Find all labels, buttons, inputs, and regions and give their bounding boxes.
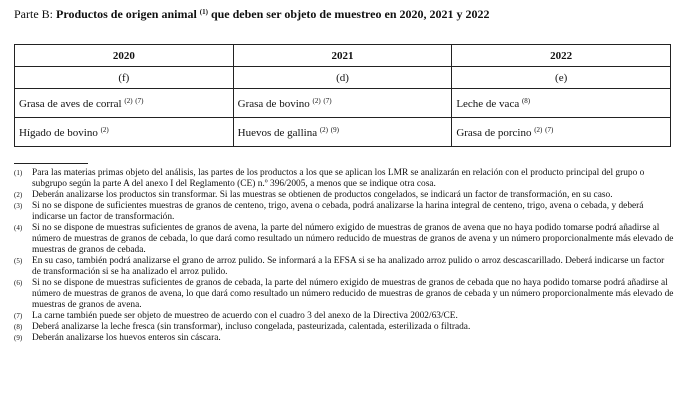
footnote-number: (5) (14, 257, 23, 265)
footnote-item (14, 168, 674, 190)
title-prefix: Parte B: (14, 7, 56, 21)
footnote-number: (7) (14, 312, 23, 320)
footnote-text: Si no se dispone de muestras suficientes de granos de cebada, la parte del número exigido de muestras de granos de cebada que no haya podido tomarse podrá añadirse al número de muestras de granos de avena, lo que dará como resultado un número reducido de muestras de granos de cebada y un número proporcionalmente más elevado de muestras de granos de avena. (32, 278, 674, 310)
footnote-divider (14, 163, 88, 164)
letter-row (15, 67, 671, 89)
footnote-text: Si no se dispone de muestras suficientes de granos de avena, la parte del número exigido de muestras de granos de avena que no haya podido tomarse podrá añadirse al número de muestras de granos de cebada, lo que dará como resultado un número reducido de muestras de granos de avena y un número proporcionalmente más elevado de muestras de granos de cebada. (32, 223, 674, 255)
table-row (15, 118, 671, 147)
table-cell: Leche de vaca $^{(8)}$ (452, 89, 671, 118)
table-cell: Grasa de aves de corral $^{(2)}$ $^{(7)}$ (15, 89, 234, 118)
sampling-table (14, 44, 671, 147)
table-row (15, 89, 671, 118)
footnote-item (14, 278, 674, 311)
footnote-item (14, 256, 674, 278)
letter-cell-2020: (f) (15, 67, 234, 89)
title-heading: Productos de origen animal $^{(1)}$ que deben ser objeto de muestreo en 2020, 2021 y 2022 (56, 7, 490, 21)
footnote-number: (2) (14, 191, 23, 199)
page-title (14, 7, 490, 22)
footnote-number: (1) (14, 169, 23, 177)
footnote-item (14, 223, 674, 256)
footnote-text: En su caso, también podrá analizarse el grano de arroz pulido. Se informará a la EFSA si se ha analizado arroz pulido o arroz descascarillado. Deberá indicarse un factor de transformación si se ha analizado el arroz pulido. (32, 256, 665, 277)
footnote-item (14, 322, 674, 333)
footnote-item (14, 333, 674, 344)
footnote-text: La carne también puede ser objeto de muestreo de acuerdo con el cuadro 3 del anexo de la Directiva 2002/63/CE. (32, 311, 458, 321)
footnote-number: (3) (14, 202, 23, 210)
footnote-number: (6) (14, 279, 23, 287)
year-2021-header: 2021 (233, 45, 452, 67)
footnote-number: (9) (14, 334, 23, 342)
footnote-item (14, 311, 674, 322)
letter-cell-2022: (e) (452, 67, 671, 89)
table-cell: Hígado de bovino $^{(2)}$ (15, 118, 234, 147)
footnotes (14, 168, 674, 344)
footnote-number: (8) (14, 323, 23, 331)
footnote-item (14, 190, 674, 201)
footnote-text: Deberán analizarse los huevos enteros sin cáscara. (32, 333, 221, 343)
footnote-text: Deberá analizarse la leche fresca (sin transformar), incluso congelada, pasteurizada, calentada, esterilizada o filtrada. (32, 322, 471, 332)
table-cell: Grasa de porcino $^{(2)}$ $^{(7)}$ (452, 118, 671, 147)
year-2022-header: 2022 (452, 45, 671, 67)
table-cell: Grasa de bovino $^{(2)}$ $^{(7)}$ (233, 89, 452, 118)
footnote-item (14, 201, 674, 223)
footnote-text: Deberán analizarse los productos sin transformar. Si las muestras se obtienen de productos congelados, se indicará un factor de transformación, en su caso. (32, 190, 613, 200)
footnote-number: (4) (14, 224, 23, 232)
letter-cell-2021: (d) (233, 67, 452, 89)
footnote-text: Para las materias primas objeto del análisis, las partes de los productos a los que se aplican los LMR se analizarán en relación con el producto principal del grupo o subgrupo según la parte A del anexo I del Reglamento (CE) n.º 396/2005, a menos que se indique otra cosa. (32, 168, 645, 189)
footnote-text: Si no se dispone de suficientes muestras de granos de centeno, trigo, avena o cebada, podrá analizarse la harina integral de centeno, trigo, avena o cebada, y deberá indicarse un factor de transformación. (32, 201, 644, 222)
table-cell: Huevos de gallina $^{(2)}$ $^{(9)}$ (233, 118, 452, 147)
year-2020-header: 2020 (15, 45, 234, 67)
year-header-row (15, 45, 671, 67)
